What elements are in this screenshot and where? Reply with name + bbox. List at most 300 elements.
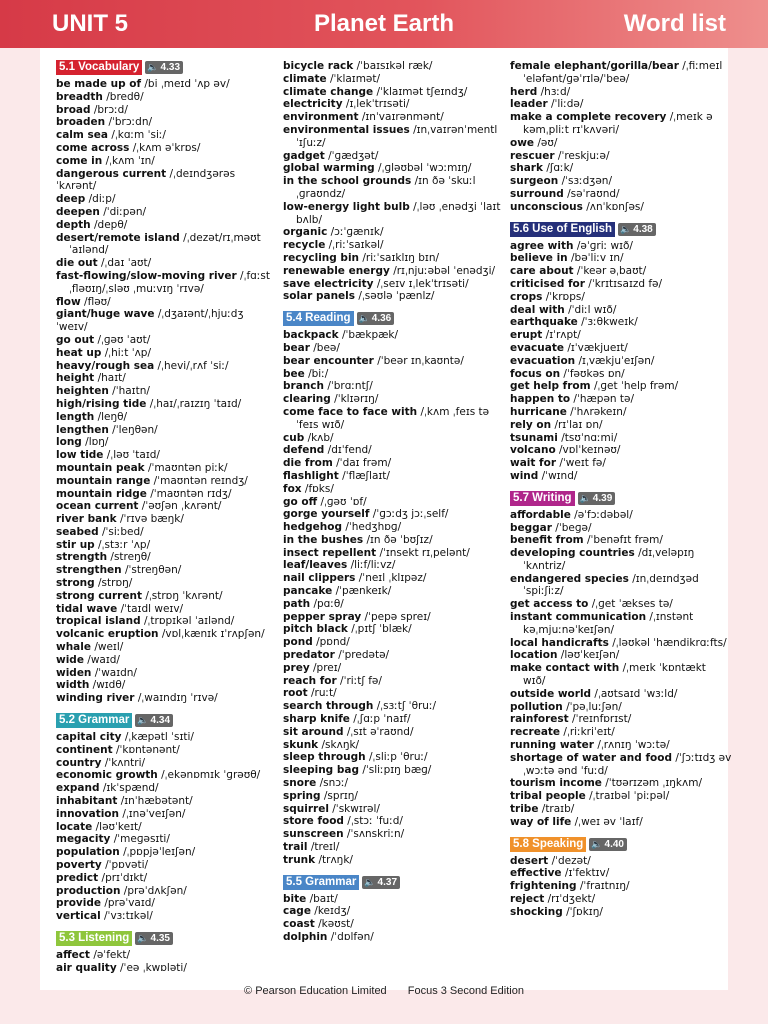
pronunciation: /ˌʃɑːp ˈnaɪf/ <box>353 713 411 726</box>
headword: dolphin <box>283 931 328 943</box>
word-entry <box>283 572 505 585</box>
pronunciation: /ˌhiːt ˈʌp/ <box>104 346 151 359</box>
pronunciation: /ɪnˈhæbətənt/ <box>120 795 193 808</box>
pronunciation: /sprɪŋ/ <box>323 789 358 802</box>
word-entry <box>56 104 278 117</box>
pronunciation: /ɪkˈspænd/ <box>102 782 159 795</box>
word-entry <box>56 219 278 232</box>
word-entry <box>510 906 732 919</box>
word-entry <box>56 475 278 488</box>
pronunciation: /ˈleŋθən/ <box>112 423 158 436</box>
pronunciation: /prɪˈdɪkt/ <box>101 871 148 884</box>
headword: heighten <box>56 385 109 398</box>
pronunciation: /bi ˌmeɪd ˈʌp əv/ <box>144 78 230 90</box>
word-entry <box>56 334 278 347</box>
word-entry <box>283 764 505 777</box>
word-entry <box>56 654 278 667</box>
word-entry <box>56 206 278 219</box>
pronunciation: /ˌhaɪ/ˌraɪzɪŋ ˈtaɪd/ <box>149 397 242 410</box>
pronunciation: /prəˈdʌkʃən/ <box>123 884 187 897</box>
pronunciation: /ˌmeɪk ˈkɒntækt <box>622 662 706 675</box>
headword: broad <box>56 103 91 116</box>
word-entry <box>283 98 505 111</box>
pronunciation: /ˈɡædʒət/ <box>328 149 379 162</box>
audio-track-number: 4.38 <box>633 223 653 235</box>
pronunciation: /liːf/liːvz/ <box>350 559 396 572</box>
headword: heavy/rough sea <box>56 359 155 372</box>
headword: path <box>283 597 311 610</box>
word-entry <box>283 611 505 624</box>
headword: megacity <box>56 833 111 846</box>
headword: come across <box>56 141 130 154</box>
pronunciation: /ɪn ðə ˈbʊʃɪz/ <box>366 533 433 546</box>
pronunciation-continuation <box>283 419 505 432</box>
headword: hurricane <box>510 405 567 418</box>
word-entry <box>56 859 278 872</box>
pronunciation: /ˌɡəʊ ˈaʊt/ <box>97 333 151 346</box>
pronunciation: /ˈpəˌluːʃən/ <box>566 700 622 713</box>
pronunciation: /ˈsɜːdʒən/ <box>561 175 612 188</box>
headword: wide <box>56 653 84 666</box>
word-entry <box>283 290 505 303</box>
headword: continent <box>56 743 113 756</box>
pronunciation: /ˈweɪt fə/ <box>559 457 606 470</box>
headword: surgeon <box>510 175 559 188</box>
audio-track-button[interactable] <box>357 312 395 325</box>
pronunciation: /ˈpepə spreɪ/ <box>364 610 431 623</box>
audio-track-number: 4.36 <box>371 313 392 325</box>
headword: defend <box>283 444 325 457</box>
word-entry <box>56 513 278 526</box>
pronunciation: /snɔː/ <box>319 777 349 790</box>
word-entry <box>510 598 732 611</box>
headword: benefit from <box>510 534 584 547</box>
pronunciation: /ləʊˈkeɪt/ <box>95 820 142 833</box>
headword: tribal people <box>510 790 586 803</box>
headword: be made up of <box>56 78 142 90</box>
headword: reject <box>510 893 545 906</box>
word-entry <box>510 867 732 880</box>
pronunciation: /ˌɡet ˈækses tə/ <box>591 598 673 611</box>
pronunciation: /ˌkʌm əˈkrɒs/ <box>132 141 201 154</box>
edition-text: Focus 3 Second Edition <box>407 985 524 997</box>
word-entry <box>510 355 732 368</box>
headword: giant/huge wave <box>56 308 155 321</box>
headword: economic growth <box>56 769 158 782</box>
pronunciation: /ˌsliːp ˈθruː/ <box>368 751 428 764</box>
word-entry <box>283 111 505 124</box>
word-entry <box>283 828 505 841</box>
word-entry <box>56 949 278 962</box>
pronunciation: /ˈvɜːtɪkəl/ <box>104 910 153 923</box>
word-entry <box>283 162 505 175</box>
word-entry <box>510 406 732 419</box>
word-entry <box>56 372 278 385</box>
word-entry <box>56 679 278 692</box>
pronunciation: /baɪt/ <box>309 892 338 905</box>
word-list-column-3 <box>510 60 732 919</box>
pronunciation: /ˈklɪərɪŋ/ <box>334 393 379 406</box>
audio-track-button[interactable] <box>618 223 656 236</box>
pronunciation: /lɒŋ/ <box>85 436 109 449</box>
headword: widen <box>56 666 92 679</box>
word-entry <box>283 675 505 688</box>
headword: bite <box>283 892 307 905</box>
headword: provide <box>56 897 101 910</box>
pronunciation: /ˈəʊʃən ˌkʌrənt/ <box>141 500 222 513</box>
word-entry <box>510 252 732 265</box>
headword: developing countries <box>510 547 635 560</box>
pronunciation: ˈɪʃuːz/ <box>296 136 326 149</box>
pronunciation: ˈfeɪs wɪð/ <box>296 418 345 431</box>
audio-track-number: 4.40 <box>604 838 624 850</box>
pronunciation: /ˈbeɡə/ <box>555 521 592 534</box>
word-entry <box>283 470 505 483</box>
audio-track-button[interactable] <box>135 714 173 727</box>
word-entry <box>510 701 732 714</box>
pronunciation: /dɪˈfend/ <box>327 444 372 457</box>
word-entry <box>56 551 278 564</box>
pronunciation: /ˈbaɪsɪkəl ræk/ <box>356 60 433 72</box>
pronunciation-continuation <box>510 675 732 688</box>
word-entry <box>510 240 732 253</box>
pronunciation: /ˌɪnəˈveɪʃən/ <box>122 807 186 820</box>
audio-track-number: 4.39 <box>592 492 613 504</box>
word-list-column-2 <box>283 60 505 944</box>
word-entry <box>510 803 732 816</box>
headword: branch <box>283 380 324 393</box>
pronunciation: /ˌrʌnɪŋ ˈwɔːtə/ <box>597 739 670 752</box>
pronunciation: /ˌkʌm ˌfeɪs tə <box>420 405 490 418</box>
section-label: 5.5 Grammar <box>283 875 359 890</box>
headword: calm sea <box>56 129 108 142</box>
pronunciation: /ˌɪnstənt <box>649 611 694 624</box>
pronunciation: /ɪˈfektɪv/ <box>564 867 610 880</box>
word-entry <box>283 623 505 636</box>
section-label: 5.3 Listening <box>56 931 132 946</box>
pronunciation: /ˈdiːpən/ <box>103 205 147 218</box>
headword: shark <box>510 162 543 175</box>
pronunciation: /ˈhedʒhɒɡ/ <box>345 521 402 534</box>
audio-track-button[interactable] <box>362 876 400 889</box>
word-entry <box>510 444 732 457</box>
word-entry <box>56 564 278 577</box>
headword: low tide <box>56 449 104 462</box>
pronunciation: /ˈskwɪrəl/ <box>332 802 380 815</box>
word-entry <box>510 637 732 650</box>
headword: tourism income <box>510 777 602 790</box>
word-entry <box>283 815 505 828</box>
word-entry <box>283 86 505 99</box>
pronunciation: ˌɡraʊndz/ <box>296 187 346 200</box>
pronunciation: /ˈɜːθkweɪk/ <box>581 316 638 329</box>
pronunciation: ˌwɔːtə ənd ˈfuːd/ <box>523 764 608 777</box>
headword: gorge yourself <box>283 508 370 521</box>
word-entry <box>283 713 505 726</box>
pronunciation: /kʌb/ <box>307 431 334 444</box>
headword: crops <box>510 290 543 303</box>
pronunciation: /ˌkɑːm ˈsiː/ <box>111 129 166 142</box>
headword: rely on <box>510 418 552 431</box>
word-entry <box>56 142 278 155</box>
headword: cub <box>283 431 305 444</box>
headword: dangerous current <box>56 167 167 180</box>
headword: desert/remote island <box>56 231 180 244</box>
pronunciation: /ˈreɪnfɒrɪst/ <box>572 713 632 726</box>
word-entry <box>56 590 278 603</box>
pronunciation: /ˈmaʊntən piːk/ <box>148 461 228 474</box>
pronunciation: /ˈdiːl wɪð/ <box>568 303 617 316</box>
speaker-icon: 🔈 <box>579 492 591 503</box>
word-entry <box>510 265 732 278</box>
pronunciation: /depθ/ <box>94 218 128 231</box>
headword: local handicrafts <box>510 636 609 649</box>
headword: reach for <box>283 674 337 687</box>
headword: pepper spray <box>283 610 362 623</box>
word-entry <box>283 150 505 163</box>
pronunciation-continuation <box>510 585 732 598</box>
headword: volcanic eruption <box>56 628 159 641</box>
pronunciation: /ˈsʌnskriːn/ <box>346 828 405 841</box>
pronunciation: /ˈeə ˌkwɒləti/ <box>120 961 187 974</box>
word-entry <box>283 278 505 291</box>
word-entry <box>510 60 732 73</box>
pronunciation: /ˈbækpæk/ <box>341 329 399 342</box>
word-entry <box>510 573 732 586</box>
section-heading <box>56 60 278 75</box>
section-heading <box>56 931 278 946</box>
headword: strong <box>56 577 95 590</box>
headword: solar panels <box>283 290 356 303</box>
word-entry <box>283 649 505 662</box>
page-footer <box>0 985 768 997</box>
speaker-icon: 🔈 <box>137 715 149 726</box>
word-entry <box>56 462 278 475</box>
pronunciation: /riːˈsaɪklɪŋ bɪn/ <box>362 251 440 264</box>
word-entry <box>510 188 732 201</box>
pronunciation: /ˌləʊ ˌenədʒi ˈlaɪt <box>413 200 501 213</box>
pronunciation: /ˈkɒntənənt/ <box>115 743 180 756</box>
headword: earthquake <box>510 316 578 329</box>
word-entry <box>56 78 278 91</box>
headword: mountain range <box>56 474 151 487</box>
audio-track-button[interactable] <box>578 492 616 505</box>
headword: vertical <box>56 910 101 923</box>
headword: expand <box>56 782 100 795</box>
pronunciation-continuation <box>510 560 732 573</box>
headword: die out <box>56 257 98 270</box>
headword: rainforest <box>510 713 569 726</box>
word-entry <box>510 175 732 188</box>
speaker-icon: 🔈 <box>364 876 376 887</box>
word-entry <box>283 329 505 342</box>
headword: whale <box>56 641 91 654</box>
headword: predator <box>283 649 335 662</box>
word-entry <box>283 444 505 457</box>
word-entry <box>56 692 278 705</box>
word-entry <box>56 257 278 270</box>
headword: recycle <box>283 239 326 252</box>
word-entry <box>56 962 278 975</box>
word-entry <box>283 777 505 790</box>
page-title: Planet Earth <box>313 10 455 37</box>
headword: broaden <box>56 116 106 129</box>
word-entry <box>283 73 505 86</box>
headword: trail <box>283 841 308 854</box>
headword: hedgehog <box>283 521 342 534</box>
headword: high/rising tide <box>56 397 147 410</box>
pronunciation: /əˈɡriː wɪð/ <box>576 239 633 252</box>
pronunciation: /ˌsɜːtʃ ˈθruː/ <box>376 700 437 713</box>
headword: wait for <box>510 457 557 470</box>
speaker-icon: 🔈 <box>147 62 159 72</box>
headword: depth <box>56 218 91 231</box>
word-entry <box>510 291 732 304</box>
pronunciation: /ˌsəʊlə ˈpænlz/ <box>358 290 435 303</box>
pronunciation: /ˌaʊtsaɪd ˈwɜːld/ <box>594 687 678 700</box>
pronunciation: ˈkʌntriz/ <box>523 559 566 572</box>
audio-track-button[interactable] <box>135 932 173 945</box>
headword: snore <box>283 777 317 790</box>
headword: agree with <box>510 239 574 252</box>
headword: capital city <box>56 731 122 744</box>
word-entry <box>510 855 732 868</box>
pronunciation: /ˈhaɪtn/ <box>112 385 150 398</box>
word-entry <box>283 918 505 931</box>
word-entry <box>510 688 732 701</box>
headword: sleep through <box>283 751 366 764</box>
word-entry <box>510 726 732 739</box>
section-title: Word list <box>623 10 726 37</box>
headword: shortage of water and food <box>510 751 672 764</box>
pronunciation: /ˈreskjuːə/ <box>557 149 610 162</box>
audio-track-button[interactable] <box>589 838 627 851</box>
word-entry <box>510 419 732 432</box>
headword: save electricity <box>283 277 374 290</box>
headword: instant communication <box>510 611 647 624</box>
pronunciation: /skʌŋk/ <box>321 738 360 751</box>
pronunciation: /pɒnd/ <box>316 636 350 649</box>
word-entry <box>56 526 278 539</box>
headword: seabed <box>56 525 99 538</box>
word-entry <box>56 846 278 859</box>
headword: die from <box>283 457 333 470</box>
word-entry <box>56 667 278 680</box>
word-entry <box>283 175 505 188</box>
headword: wind <box>510 469 539 482</box>
pronunciation: /ˌdeɪndʒərəs ˈkʌrənt/ <box>56 167 236 193</box>
pronunciation: /ˌriːkriˈeɪt/ <box>563 726 615 739</box>
headword: make contact with <box>510 662 620 675</box>
word-entry <box>510 150 732 163</box>
pronunciation: /tsʊˈnɑːmi/ <box>561 431 618 444</box>
word-entry <box>510 432 732 445</box>
word-entry <box>283 342 505 355</box>
pronunciation: /wɪdθ/ <box>92 679 126 692</box>
pronunciation: kəmˌpliːt rɪˈkʌvəri/ <box>523 123 619 136</box>
word-entry <box>56 782 278 795</box>
word-entry <box>56 731 278 744</box>
section-label: 5.7 Writing <box>510 491 575 506</box>
word-entry <box>510 86 732 99</box>
pronunciation: /ɪˈvækjueɪt/ <box>567 341 628 354</box>
headword: search through <box>283 700 374 713</box>
pronunciation: /ˈflæʃlaɪt/ <box>342 469 390 482</box>
word-entry <box>283 790 505 803</box>
headword: get help from <box>510 380 591 393</box>
headword: affordable <box>510 508 571 521</box>
word-entry <box>283 700 505 713</box>
word-entry <box>283 483 505 496</box>
pronunciation: /weɪl/ <box>94 641 124 654</box>
headword: heat up <box>56 346 102 359</box>
section-label: 5.8 Speaking <box>510 837 586 852</box>
pronunciation: /rɪˌnjuːəbəl ˈenədʒi/ <box>393 264 496 277</box>
headword: deep <box>56 193 86 206</box>
audio-track-button[interactable] <box>145 61 183 74</box>
word-entry <box>56 129 278 142</box>
word-entry <box>510 393 732 406</box>
headword: air quality <box>56 961 117 974</box>
pronunciation: /bəˈliːv ɪn/ <box>571 252 624 265</box>
headword: strong current <box>56 589 142 602</box>
pronunciation: /ˌkʌm ˈɪn/ <box>105 154 155 167</box>
headword: deal with <box>510 303 565 316</box>
pronunciation: /trʌŋk/ <box>318 853 353 866</box>
pronunciation: /ˈbrɔːdn/ <box>108 116 153 129</box>
pronunciation: /ˈhʌrəkeɪn/ <box>570 405 627 418</box>
headword: gadget <box>283 149 325 162</box>
word-entry <box>56 577 278 590</box>
pronunciation: /ɪˌvækjuˈeɪʃən/ <box>578 354 655 367</box>
headword: inhabitant <box>56 795 118 808</box>
headword: focus on <box>510 367 561 380</box>
pronunciation: /ˌstɔː ˈfuːd/ <box>347 815 403 828</box>
pronunciation: /ˌləʊ ˈtaɪd/ <box>106 449 160 462</box>
word-entry <box>56 347 278 360</box>
word-entry <box>56 808 278 821</box>
headword: bee <box>283 367 305 380</box>
pronunciation: /ˌsɪt əˈraʊnd/ <box>346 725 414 738</box>
pronunciation: /ˈneɪl ˌklɪpəz/ <box>358 572 427 585</box>
word-entry <box>510 457 732 470</box>
word-entry <box>283 265 505 278</box>
pronunciation: /fləʊ/ <box>84 295 111 308</box>
word-entry <box>510 201 732 214</box>
word-entry <box>510 98 732 111</box>
headword: endangered species <box>510 572 629 585</box>
pronunciation: /ˈʃɒkɪŋ/ <box>566 905 603 918</box>
word-entry <box>56 398 278 411</box>
pronunciation: /ˌɡləʊbəl ˈwɔːmɪŋ/ <box>378 162 472 175</box>
pronunciation: /ˈtaɪdl weɪv/ <box>120 602 184 615</box>
word-entry <box>510 329 732 342</box>
headword: evacuate <box>510 341 564 354</box>
word-entry <box>56 885 278 898</box>
headword: recycling bin <box>283 251 360 264</box>
headword: length <box>56 410 95 423</box>
word-entry <box>56 488 278 501</box>
speaker-icon: 🔈 <box>591 838 603 849</box>
word-entry <box>510 278 732 291</box>
pronunciation: /ɪˌlekˈtrɪsəti/ <box>345 98 410 111</box>
headword: pollution <box>510 700 563 713</box>
pronunciation: kəˌmjuːnəˈkeɪʃən/ <box>523 623 615 636</box>
headword: owe <box>510 136 535 149</box>
pronunciation: /rɪˈdʒekt/ <box>547 893 596 906</box>
word-entry <box>283 636 505 649</box>
pronunciation: /ˌpɪtʃ ˈblæk/ <box>351 623 412 636</box>
